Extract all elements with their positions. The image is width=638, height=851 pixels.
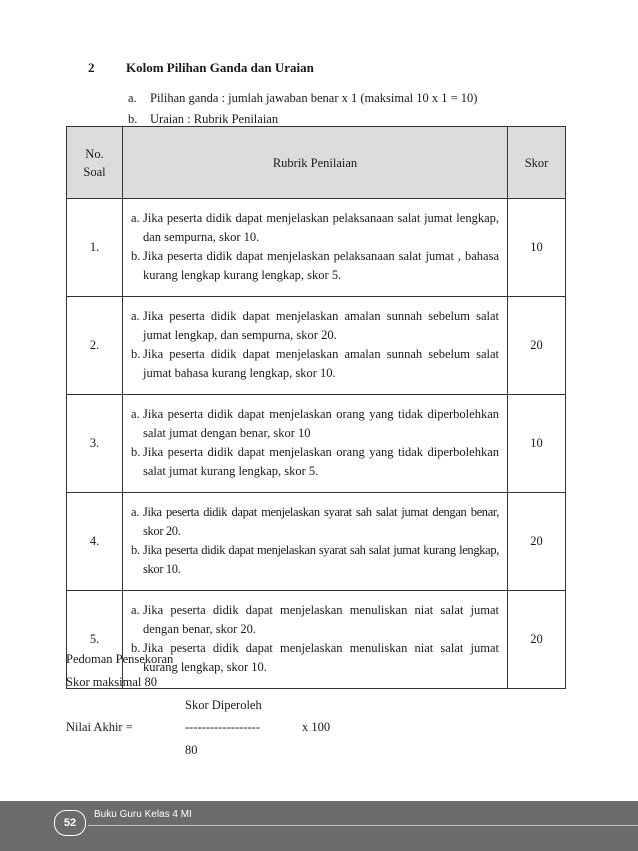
row-number: 2. [67, 297, 123, 395]
header-score: Skor [508, 127, 566, 199]
criterion-b-label: b. [131, 347, 141, 361]
criterion-a-text: Jika peserta didik dapat menjelaskan syarat sah salat jumat dengan benar, skor 20. [143, 505, 499, 538]
row-score: 20 [508, 591, 566, 689]
criterion-b [131, 639, 499, 677]
scoring-item-b-label: b. [128, 112, 138, 126]
section-title: Kolom Pilihan Ganda dan Uraian [126, 60, 314, 75]
row-number: 1. [67, 199, 123, 297]
criterion-a-label: a. [131, 505, 139, 519]
criterion-b-text: Jika peserta didik dapat menjelaskan orang yang tidak diperbolehkan salat jumat kurang lengkap, skor 5. [143, 445, 499, 478]
header-soal: Soal [83, 164, 106, 179]
formula-numerator: Skor Diperoleh [185, 698, 262, 712]
row-number: 4. [67, 493, 123, 591]
rubric-table [66, 126, 566, 689]
criterion-a [131, 405, 499, 443]
max-score: Skor maksimal 80 [66, 675, 157, 689]
table-row [67, 297, 566, 395]
criterion-b [131, 541, 499, 579]
formula-label: Nilai Akhir = [66, 720, 133, 734]
row-rubric [123, 395, 508, 493]
row-score: 20 [508, 493, 566, 591]
criterion-a-label: a. [131, 211, 140, 225]
formula-denominator: 80 [185, 743, 198, 757]
criterion-b-label: b. [131, 543, 140, 557]
row-score: 10 [508, 199, 566, 297]
row-score: 10 [508, 395, 566, 493]
criterion-a-label: a. [131, 407, 140, 421]
criterion-a-text: Jika peserta didik dapat menjelaskan menuliskan niat salat jumat dengan benar, skor 20. [143, 603, 499, 636]
criterion-b-label: b. [131, 445, 141, 459]
criterion-a-label: a. [131, 603, 140, 617]
criterion-b [131, 443, 499, 481]
row-rubric [123, 297, 508, 395]
criterion-b-label: b. [131, 641, 141, 655]
criterion-a [131, 503, 499, 541]
row-score: 20 [508, 297, 566, 395]
criterion-b-text: Jika peserta didik dapat menjelaskan syarat sah salat jumat kurang lengkap, skor 10. [143, 543, 499, 576]
criterion-a [131, 601, 499, 639]
table-row [67, 199, 566, 297]
table-row [67, 591, 566, 689]
section-number: 2 [88, 60, 95, 75]
formula-divider: ------------------ [185, 720, 260, 734]
criterion-b-label: b. [131, 249, 141, 263]
scoring-item-b-text: Uraian : Rubrik Penilaian [150, 112, 279, 126]
criterion-a [131, 307, 499, 345]
criterion-b-text: Jika peserta didik dapat menjelaskan menuliskan niat salat jumat kurang lengkap, skor 10. [143, 641, 499, 674]
scoring-item-a-text: Pilihan ganda : jumlah jawaban benar x 1 (maksimal 10 x 1 = 10) [150, 91, 478, 105]
pedoman-title: Pedoman Pensekoran [66, 652, 174, 666]
criterion-a-label: a. [131, 309, 140, 323]
scoring-item-a-label: a. [128, 91, 137, 105]
row-rubric [123, 493, 508, 591]
scoring-item-a [128, 91, 548, 107]
criterion-b [131, 345, 499, 383]
footer-divider [88, 825, 638, 826]
criterion-a-text: Jika peserta didik dapat menjelaskan pelaksanaan salat jumat lengkap, dan sempurna, skor 10. [143, 211, 499, 244]
table-row [67, 493, 566, 591]
header-no: No. [85, 146, 104, 161]
criterion-a-text: Jika peserta didik dapat menjelaskan orang yang tidak diperbolehkan salat jumat dengan benar, skor 10 [143, 407, 499, 440]
criterion-b [131, 247, 499, 285]
formula-multiplier: x 100 [302, 720, 331, 734]
rubric-header-row [67, 127, 566, 199]
criterion-b-text: Jika peserta didik dapat menjelaskan amalan sunnah sebelum salat jumat bahasa kurang lengkap, skor 10. [143, 347, 499, 380]
book-title: Buku Guru Kelas 4 MI [94, 809, 192, 820]
row-rubric [123, 199, 508, 297]
header-no-soal [67, 127, 123, 199]
criterion-a [131, 209, 499, 247]
header-rubric: Rubrik Penilaian [123, 127, 508, 199]
page-number-badge: 52 [54, 810, 86, 836]
row-number: 5. [67, 591, 123, 689]
criterion-a-text: Jika peserta didik dapat menjelaskan amalan sunnah sebelum salat jumat lengkap, dan sempurna, skor 20. [143, 309, 499, 342]
criterion-b-text: Jika peserta didik dapat menjelaskan pelaksanaan salat jumat , bahasa kurang lengkap kurang lengkap, skor 5. [143, 249, 499, 282]
row-number: 3. [67, 395, 123, 493]
row-rubric [123, 591, 508, 689]
table-row [67, 395, 566, 493]
